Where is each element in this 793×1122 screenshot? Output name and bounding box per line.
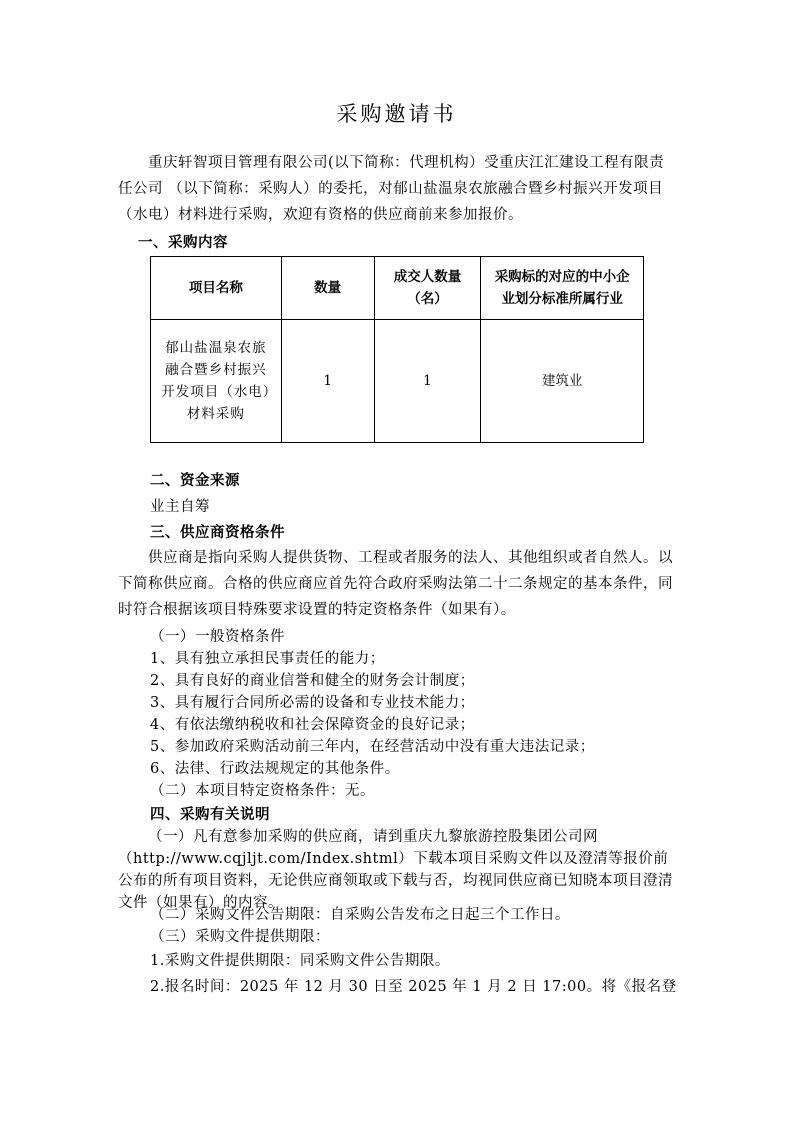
section4-paragraph-3: （三）采购文件提供期限： — [150, 929, 330, 945]
table-row — [151, 320, 644, 443]
table-header-cell: 采购标的对应的中小企业划分标准所属行业 — [481, 257, 644, 320]
table-cell-quantity: 1 — [281, 320, 374, 443]
list-item: 5、参加政府采购活动前三年内，在经营活动中没有重大违法记录； — [150, 739, 595, 755]
section1-heading: 一、采购内容 — [138, 234, 228, 251]
section2-body: 业主自筹 — [150, 499, 210, 515]
list-item: 2、具有良好的商业信誉和健全的财务会计制度； — [150, 673, 475, 689]
section4-paragraph-4: 1.采购文件提供期限：同采购文件公告期限。 — [150, 953, 450, 969]
section3-heading: 三、供应商资格条件 — [150, 524, 285, 541]
general-qualification-heading: （一）一般资格条件 — [150, 629, 285, 645]
list-item: 4、有依法缴纳税收和社会保障资金的良好记录； — [150, 717, 475, 733]
section3-body: 供应商是指向采购人提供货物、工程或者服务的法人、其他组织或者自然人。以下简称供应商。合格的供应商应首先符合政府采购法第二十二条规定的基本条件，同时符合根据该项目特殊要求设置的特定资格条件（如果有）。 — [118, 550, 673, 618]
document-title: 采购邀请书 — [336, 102, 457, 126]
table-cell-winner-count: 1 — [374, 320, 481, 443]
section2-heading: 二、资金来源 — [150, 472, 240, 489]
table-header-row — [151, 257, 644, 320]
procurement-table — [150, 256, 644, 443]
list-item: 1、具有独立承担民事责任的能力； — [150, 651, 385, 667]
table-cell-project-name: 郁山盐温泉农旅融合暨乡村振兴开发项目（水电）材料采购 — [151, 320, 282, 443]
list-item: 6、法律、行政法规规定的其他条件。 — [150, 761, 400, 777]
section4-paragraph-1: （一）凡有意参加采购的供应商，请到重庆九黎旅游控股集团公司网（http://www.cqjljt.com/Index.shtml）下载本项目采购文件以及澄清等报价前公布的所有项目资料，无论供应商领取或下载与否，均视同供应商已知晓本项目澄清文件（如果有）的内容。 — [118, 829, 673, 911]
table-header-cell: 成交人数量（名） — [374, 257, 481, 320]
section4-heading: 四、采购有关说明 — [150, 806, 270, 823]
table-header-cell: 项目名称 — [151, 257, 282, 320]
list-item: 3、具有履行合同所必需的设备和专业技术能力； — [150, 695, 475, 711]
table-cell-industry: 建筑业 — [481, 320, 644, 443]
special-qualification: （二）本项目特定资格条件：无。 — [150, 783, 375, 799]
table-header-cell: 数量 — [281, 257, 374, 320]
section4-paragraph-5: 2.报名时间：2025 年 12 月 30 日至 2025 年 1 月 2 日 17:00。将《报名登 — [150, 979, 677, 995]
intro-paragraph: 重庆轩智项目管理有限公司(以下简称：代理机构）受重庆江汇建设工程有限责任公司 （以下简称：采购人）的委托，对郁山盐温泉农旅融合暨乡村振兴开发项目（水电）材料进行采购，欢迎有资格的供应商前来参加报价。 — [118, 155, 665, 223]
section4-paragraph-2: （二）采购文件公告期限：自采购公告发布之日起三个工作日。 — [150, 907, 570, 923]
